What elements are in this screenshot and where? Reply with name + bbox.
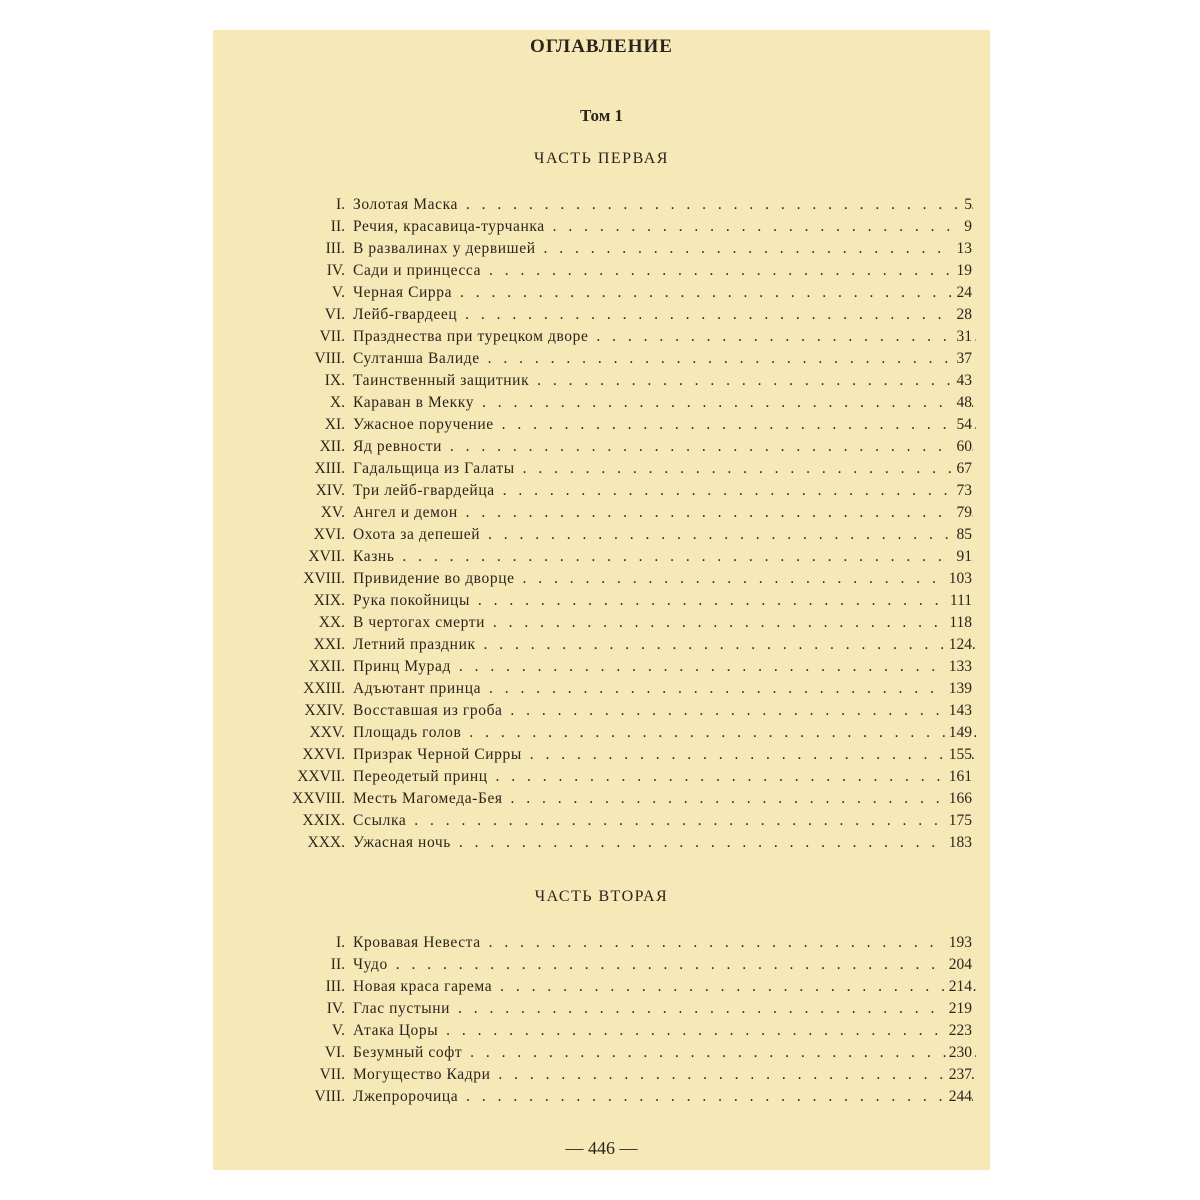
chapter-title: Площадь голов . . .	[353, 722, 976, 744]
chapter-number: V.	[331, 1022, 345, 1039]
chapter-page-number: 31	[954, 326, 973, 348]
toc-entry	[213, 458, 990, 480]
toc-entry	[213, 788, 990, 810]
chapter-number: XI.	[324, 416, 345, 433]
chapter-title: Чудо . . .	[353, 954, 976, 976]
chapter-title: Речия, красавица-турчанка . . .	[353, 216, 976, 238]
chapter-page-number: 111	[947, 590, 972, 612]
part-two-contents	[213, 932, 990, 1108]
toc-entry	[213, 722, 990, 744]
chapter-title: Сади и принцесса . . .	[353, 260, 976, 282]
chapter-number: III.	[325, 240, 345, 257]
chapter-title: Адъютант принца . . .	[353, 678, 976, 700]
chapter-page-number: 139	[946, 678, 972, 700]
toc-entry	[213, 392, 990, 414]
toc-entry	[213, 590, 990, 612]
toc-entry	[213, 976, 990, 998]
part-one-contents	[213, 194, 990, 854]
chapter-page-number: 204	[946, 954, 972, 976]
chapter-title: Караван в Мекку . . .	[353, 392, 976, 414]
chapter-title: Ужасное поручение . . .	[353, 414, 976, 436]
chapter-number: VII.	[319, 1066, 345, 1083]
toc-entry	[213, 370, 990, 392]
chapter-number: XXV.	[309, 724, 345, 741]
chapter-number: XIII.	[314, 460, 345, 477]
chapter-page-number: 28	[954, 304, 973, 326]
toc-entry	[213, 1086, 990, 1108]
chapter-number: IX.	[324, 372, 345, 389]
toc-entry	[213, 524, 990, 546]
chapter-number: IV.	[326, 262, 345, 279]
chapter-number: X.	[329, 394, 345, 411]
chapter-number: IV.	[326, 1000, 345, 1017]
chapter-page-number: 37	[954, 348, 973, 370]
chapter-page-number: 48	[954, 392, 973, 414]
chapter-page-number: 85	[954, 524, 973, 546]
chapter-title: Рука покойницы . . .	[353, 590, 976, 612]
chapter-page-number: 5	[961, 194, 972, 216]
chapter-number: VII.	[319, 328, 345, 345]
toc-entry	[213, 832, 990, 854]
toc-entry	[213, 326, 990, 348]
chapter-page-number: 175	[946, 810, 972, 832]
chapter-number: VI.	[324, 1044, 345, 1061]
chapter-page-number: 103	[946, 568, 972, 590]
chapter-title: Ссылка . . .	[353, 810, 976, 832]
toc-entry	[213, 260, 990, 282]
chapter-page-number: 237	[946, 1064, 972, 1086]
toc-entry	[213, 678, 990, 700]
chapter-number: I.	[335, 934, 345, 951]
chapter-page-number: 73	[954, 480, 973, 502]
chapter-page-number: 19	[954, 260, 973, 282]
chapter-title: Ангел и демон . . .	[353, 502, 976, 524]
toc-entry	[213, 700, 990, 722]
chapter-number: XXI.	[313, 636, 345, 653]
toc-entry	[213, 1064, 990, 1086]
toc-entry	[213, 954, 990, 976]
chapter-number: XV.	[320, 504, 345, 521]
chapter-title: Таинственный защитник . . .	[353, 370, 976, 392]
chapter-number: XXVII.	[297, 768, 345, 785]
toc-entry	[213, 634, 990, 656]
chapter-number: XVIII.	[303, 570, 345, 587]
toc-entry	[213, 766, 990, 788]
toc-entry	[213, 194, 990, 216]
chapter-page-number: 161	[946, 766, 972, 788]
chapter-page-number: 118	[946, 612, 972, 634]
chapter-number: XXX.	[307, 834, 345, 851]
chapter-number: XIX.	[313, 592, 345, 609]
chapter-page-number: 149	[946, 722, 972, 744]
toc-entry	[213, 810, 990, 832]
toc-entry	[213, 998, 990, 1020]
chapter-page-number: 223	[946, 1020, 972, 1042]
chapter-page-number: 13	[954, 238, 973, 260]
chapter-number: XVII.	[308, 548, 345, 565]
part-one-title: ЧАСТЬ ПЕРВАЯ	[534, 150, 669, 167]
toc-entry	[213, 744, 990, 766]
chapter-number: XVI.	[313, 526, 345, 543]
toc-entry	[213, 238, 990, 260]
toc-entry	[213, 436, 990, 458]
chapter-number: XXVIII.	[292, 790, 345, 807]
chapter-page-number: 43	[954, 370, 973, 392]
chapter-title: Яд ревности . . .	[353, 436, 976, 458]
volume-title: Том 1	[579, 106, 624, 125]
chapter-title: Новая краса гарема . . .	[353, 976, 976, 998]
chapter-page-number: 193	[946, 932, 972, 954]
chapter-title: Летний праздник . . .	[353, 634, 976, 656]
chapter-page-number: 230	[946, 1042, 972, 1064]
toc-entry	[213, 480, 990, 502]
chapter-page-number: 214	[946, 976, 972, 998]
chapter-title: Безумный софт . . .	[353, 1042, 976, 1064]
chapter-title: Призрак Черной Сирры . . .	[353, 744, 976, 766]
contents-heading: ОГЛАВЛЕНИЕ	[530, 36, 673, 57]
chapter-number: VIII.	[314, 350, 345, 367]
chapter-number: XXII.	[308, 658, 345, 675]
toc-entry	[213, 1042, 990, 1064]
toc-entry	[213, 216, 990, 238]
chapter-title: Атака Цоры . . .	[353, 1020, 976, 1042]
book-page	[213, 30, 990, 1170]
chapter-title: Месть Магомеда-Бея . . .	[353, 788, 976, 810]
chapter-title: В развалинах у дервишей . . .	[353, 238, 976, 260]
chapter-number: I.	[335, 196, 345, 213]
toc-entry	[213, 932, 990, 954]
chapter-title: Привидение во дворце . . .	[353, 568, 976, 590]
chapter-number: III.	[325, 978, 345, 995]
chapter-page-number: 244	[946, 1086, 972, 1108]
chapter-number: VIII.	[314, 1088, 345, 1105]
part-two-title: ЧАСТЬ ВТОРАЯ	[534, 888, 669, 905]
chapter-page-number: 54	[954, 414, 973, 436]
chapter-page-number: 155	[946, 744, 972, 766]
chapter-title: Золотая Маска . . .	[353, 194, 976, 216]
chapter-page-number: 60	[954, 436, 973, 458]
chapter-title: Переодетый принц . . .	[353, 766, 976, 788]
chapter-title: Принц Мурад . . .	[353, 656, 976, 678]
chapter-number: VI.	[324, 306, 345, 323]
toc-entry	[213, 1020, 990, 1042]
chapter-title: Три лейб-гвардейца . . .	[353, 480, 976, 502]
chapter-number: XXIII.	[303, 680, 345, 697]
chapter-title: Казнь . . .	[353, 546, 976, 568]
chapter-number: XX.	[318, 614, 345, 631]
chapter-page-number: 79	[954, 502, 973, 524]
toc-entry	[213, 656, 990, 678]
toc-entry	[213, 546, 990, 568]
chapter-title: Гадальщица из Галаты . . .	[353, 458, 976, 480]
toc-entry	[213, 414, 990, 436]
toc-entry	[213, 282, 990, 304]
chapter-number: XXIV.	[304, 702, 345, 719]
chapter-title: Черная Сирра . . .	[353, 282, 976, 304]
chapter-title: Глас пустыни . . .	[353, 998, 976, 1020]
chapter-number: II.	[330, 218, 345, 235]
page-number: — 446 —	[565, 1138, 638, 1158]
chapter-page-number: 24	[954, 282, 973, 304]
chapter-number: XII.	[319, 438, 345, 455]
chapter-title: Кровавая Невеста . . .	[353, 932, 976, 954]
chapter-page-number: 166	[946, 788, 972, 810]
chapter-title: Лейб-гвардеец . . .	[353, 304, 976, 326]
chapter-page-number: 219	[946, 998, 972, 1020]
toc-entry	[213, 568, 990, 590]
chapter-title: Могущество Кадри . . .	[353, 1064, 976, 1086]
chapter-page-number: 183	[946, 832, 972, 854]
chapter-page-number: 91	[954, 546, 973, 568]
chapter-page-number: 9	[961, 216, 972, 238]
toc-entry	[213, 348, 990, 370]
chapter-page-number: 124	[946, 634, 972, 656]
chapter-title: Восставшая из гроба . . .	[353, 700, 976, 722]
chapter-title: Охота за депешей . . .	[353, 524, 976, 546]
toc-entry	[213, 612, 990, 634]
chapter-number: XXVI.	[302, 746, 345, 763]
toc-entry	[213, 502, 990, 524]
chapter-title: Празднества при турецком дворе . . .	[353, 326, 976, 348]
chapter-title: Лжепророчица . . .	[353, 1086, 976, 1108]
chapter-title: В чертогах смерти . . .	[353, 612, 976, 634]
chapter-title: Ужасная ночь . . .	[353, 832, 976, 854]
chapter-number: XXIX.	[302, 812, 345, 829]
chapter-number: XIV.	[315, 482, 345, 499]
chapter-title: Султанша Валиде . . .	[353, 348, 976, 370]
chapter-number: V.	[331, 284, 345, 301]
chapter-page-number: 67	[954, 458, 973, 480]
chapter-page-number: 133	[946, 656, 972, 678]
toc-entry	[213, 304, 990, 326]
chapter-number: II.	[330, 956, 345, 973]
chapter-page-number: 143	[946, 700, 972, 722]
